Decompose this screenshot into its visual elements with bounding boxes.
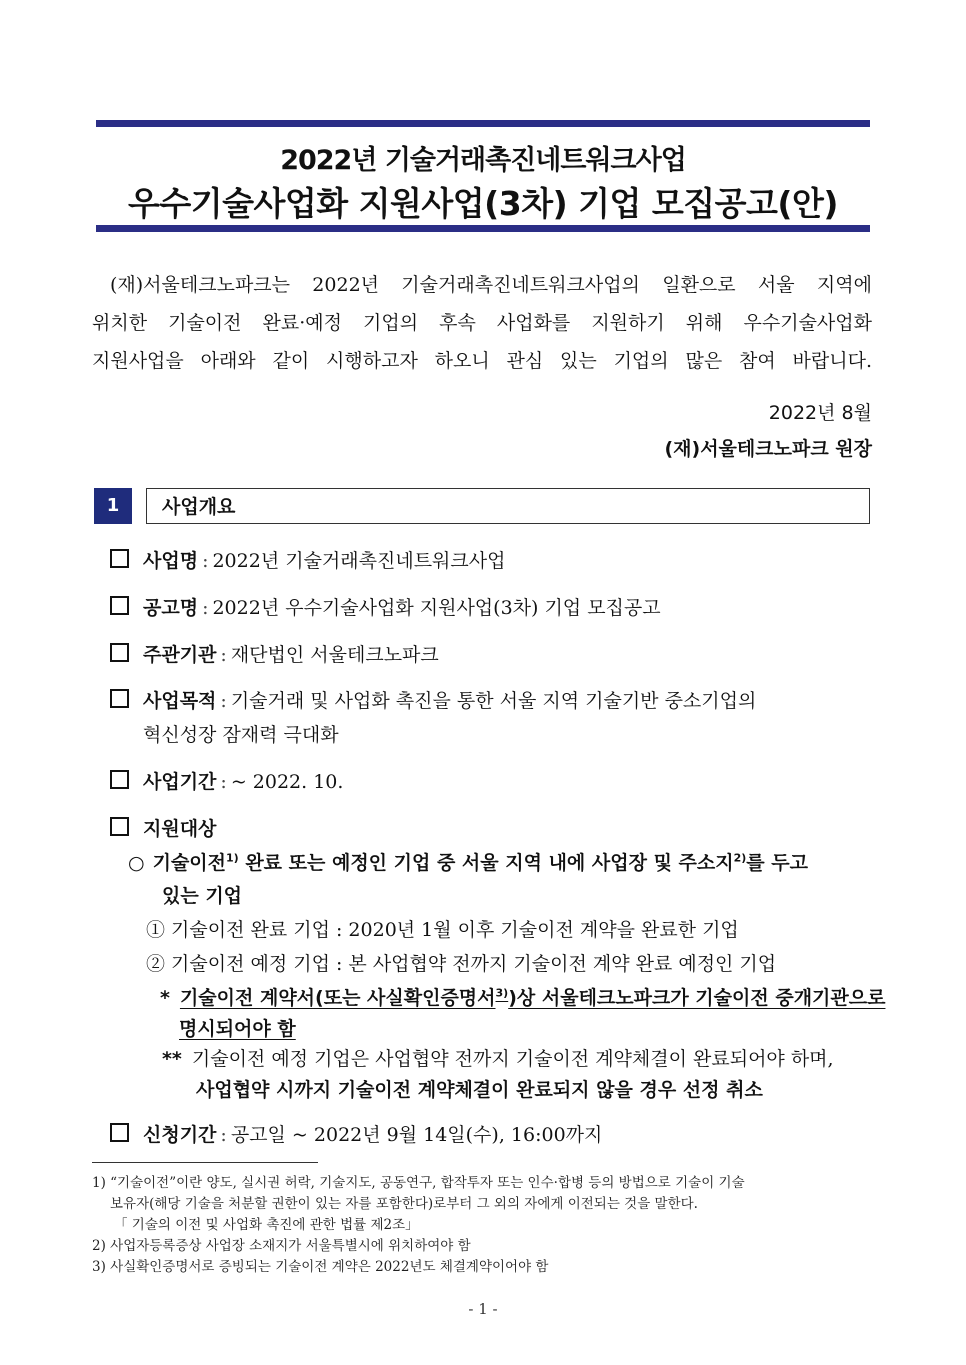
item-label: 사업기간 xyxy=(143,771,217,793)
section-number-badge: 1 xyxy=(94,488,132,524)
target-note-2-continued: 사업협약 시까지 기술이전 계약체결이 완료되지 않을 경우 선정 취소 xyxy=(196,1079,763,1101)
target-note-2: ** 기술이전 예정 기업은 사업협약 전까지 기술이전 계약체결이 완료되어야 하며, xyxy=(162,1048,834,1070)
intro-line-2: 위치한 기술이전 완료·예정 기업의 후속 사업화를 지원하기 위해 우수기술사업화 xyxy=(92,312,872,334)
section-title: 사업개요 xyxy=(162,496,236,518)
item-organizer: 주관기관 : 재단법인 서울테크노파크 xyxy=(110,640,439,667)
footnote-1: 1) “기술이전”이란 양도, 실시권 허락, 기술지도, 공동연구, 합작투자 또는 인수·합병 등의 방법으로 기술이 기술 xyxy=(92,1175,745,1191)
item-value: 2022년 우수기술사업화 지원사업(3차) 기업 모집공고 xyxy=(212,597,661,619)
title-line-1: 2022년 기술거래촉진네트워크사업 xyxy=(280,145,686,176)
item-label: 신청기간 xyxy=(143,1124,217,1146)
footnote-divider xyxy=(92,1162,318,1163)
circle-bullet-icon: ○ xyxy=(128,852,145,874)
section-title-box xyxy=(146,488,870,524)
intro-paragraph xyxy=(92,266,872,380)
checkbox-square-icon xyxy=(110,643,129,662)
item-value: 2022년 기술거래촉진네트워크사업 xyxy=(212,550,506,572)
intro-line-3: 지원사업을 아래와 같이 시행하고자 하오니 관심 있는 기업의 많은 참여 바랍니다. xyxy=(92,350,872,372)
checkbox-square-icon xyxy=(110,817,129,836)
item-value: ~ 2022. 10. xyxy=(230,771,344,793)
checkbox-square-icon xyxy=(110,689,129,708)
item-label: 주관기관 xyxy=(143,644,217,666)
target-option-1: ① 기술이전 완료 기업 : 2020년 1월 이후 기술이전 계약을 완료한 기업 xyxy=(146,919,739,941)
target-line-1: ○ 기술이전$^{1)}$ 완료 또는 예정인 기업 중 서울 지역 내에 사업장 및 주소지$^{2)}$를 두고 xyxy=(128,851,808,874)
checkbox-square-icon xyxy=(110,596,129,615)
title-line-2: 우수기술사업화 지원사업(3차) 기업 모집공고(안) xyxy=(128,184,838,223)
target-note-1-continued: 명시되어야 함 xyxy=(179,1018,296,1040)
signature: (재)서울테크노파크 원장 xyxy=(664,438,872,460)
notice-date: 2022년 8월 xyxy=(768,402,872,424)
item-target xyxy=(110,814,216,841)
checkbox-square-icon xyxy=(110,1123,129,1142)
item-label: 지원대상 xyxy=(143,818,217,840)
item-label: 사업목적 xyxy=(143,690,217,712)
footnote-3: 3) 사실확인증명서로 증빙되는 기술이전 계약은 2022년도 체결계약이어야 함 xyxy=(92,1259,549,1275)
title-bottom-rule xyxy=(96,225,870,232)
target-note-1: * 기술이전 계약서(또는 사실확인증명서$^{3)}$)상 서울테크노파크가 기술이전 중개기관으로 xyxy=(160,986,886,1009)
checkbox-square-icon xyxy=(110,549,129,568)
item-business-name: 사업명 : 2022년 기술거래촉진네트워크사업 xyxy=(110,546,505,573)
checkbox-square-icon xyxy=(110,770,129,789)
asterisk-mark: * xyxy=(160,987,170,1009)
footnote-ref: 1) xyxy=(226,851,239,865)
footnote-1-law-reference: 「 기술의 이전 및 사업화 촉진에 관한 법률 제2조」 xyxy=(114,1217,419,1233)
item-period: 사업기간 : ~ 2022. 10. xyxy=(110,767,343,794)
target-option-2: ② 기술이전 예정 기업 : 본 사업협약 전까지 기술이전 계약 완료 예정인 기업 xyxy=(146,953,777,975)
double-asterisk-mark: ** xyxy=(162,1048,182,1070)
item-purpose-continued: 혁신성장 잠재력 극대화 xyxy=(143,724,339,746)
item-purpose: 사업목적 : 기술거래 및 사업화 촉진을 통한 서울 지역 기술기반 중소기업의 xyxy=(110,686,756,713)
item-value: 재단법인 서울테크노파크 xyxy=(230,644,439,666)
page-number: - 1 - xyxy=(468,1300,498,1318)
item-notice-name: 공고명 : 2022년 우수기술사업화 지원사업(3차) 기업 모집공고 xyxy=(110,593,661,620)
footnote-ref: 2) xyxy=(733,851,747,865)
item-value: 공고일 ~ 2022년 9월 14일(수), 16:00까지 xyxy=(230,1124,603,1146)
target-line-2: 있는 기업 xyxy=(162,885,243,907)
item-label: 사업명 xyxy=(143,550,199,572)
footnote-1-continued: 보유자(해당 기술을 처분할 권한이 있는 자를 포함한다)로부터 그 외의 자에게 이전되는 것을 말한다. xyxy=(110,1196,698,1212)
intro-line-1: (재)서울테크노파크는 2022년 기술거래촉진네트워크사업의 일환으로 서울 지역에 xyxy=(110,274,872,296)
title-top-rule xyxy=(96,120,870,127)
footnote-2: 2) 사업자등록증상 사업장 소재지가 서울특별시에 위치하여야 함 xyxy=(92,1238,471,1254)
item-label: 공고명 xyxy=(143,597,199,619)
item-apply-period: 신청기간 : 공고일 ~ 2022년 9월 14일(수), 16:00까지 xyxy=(110,1120,602,1147)
item-value: 기술거래 및 사업화 촉진을 통한 서울 지역 기술기반 중소기업의 xyxy=(230,690,757,712)
footnote-ref: 3) xyxy=(495,986,509,1000)
